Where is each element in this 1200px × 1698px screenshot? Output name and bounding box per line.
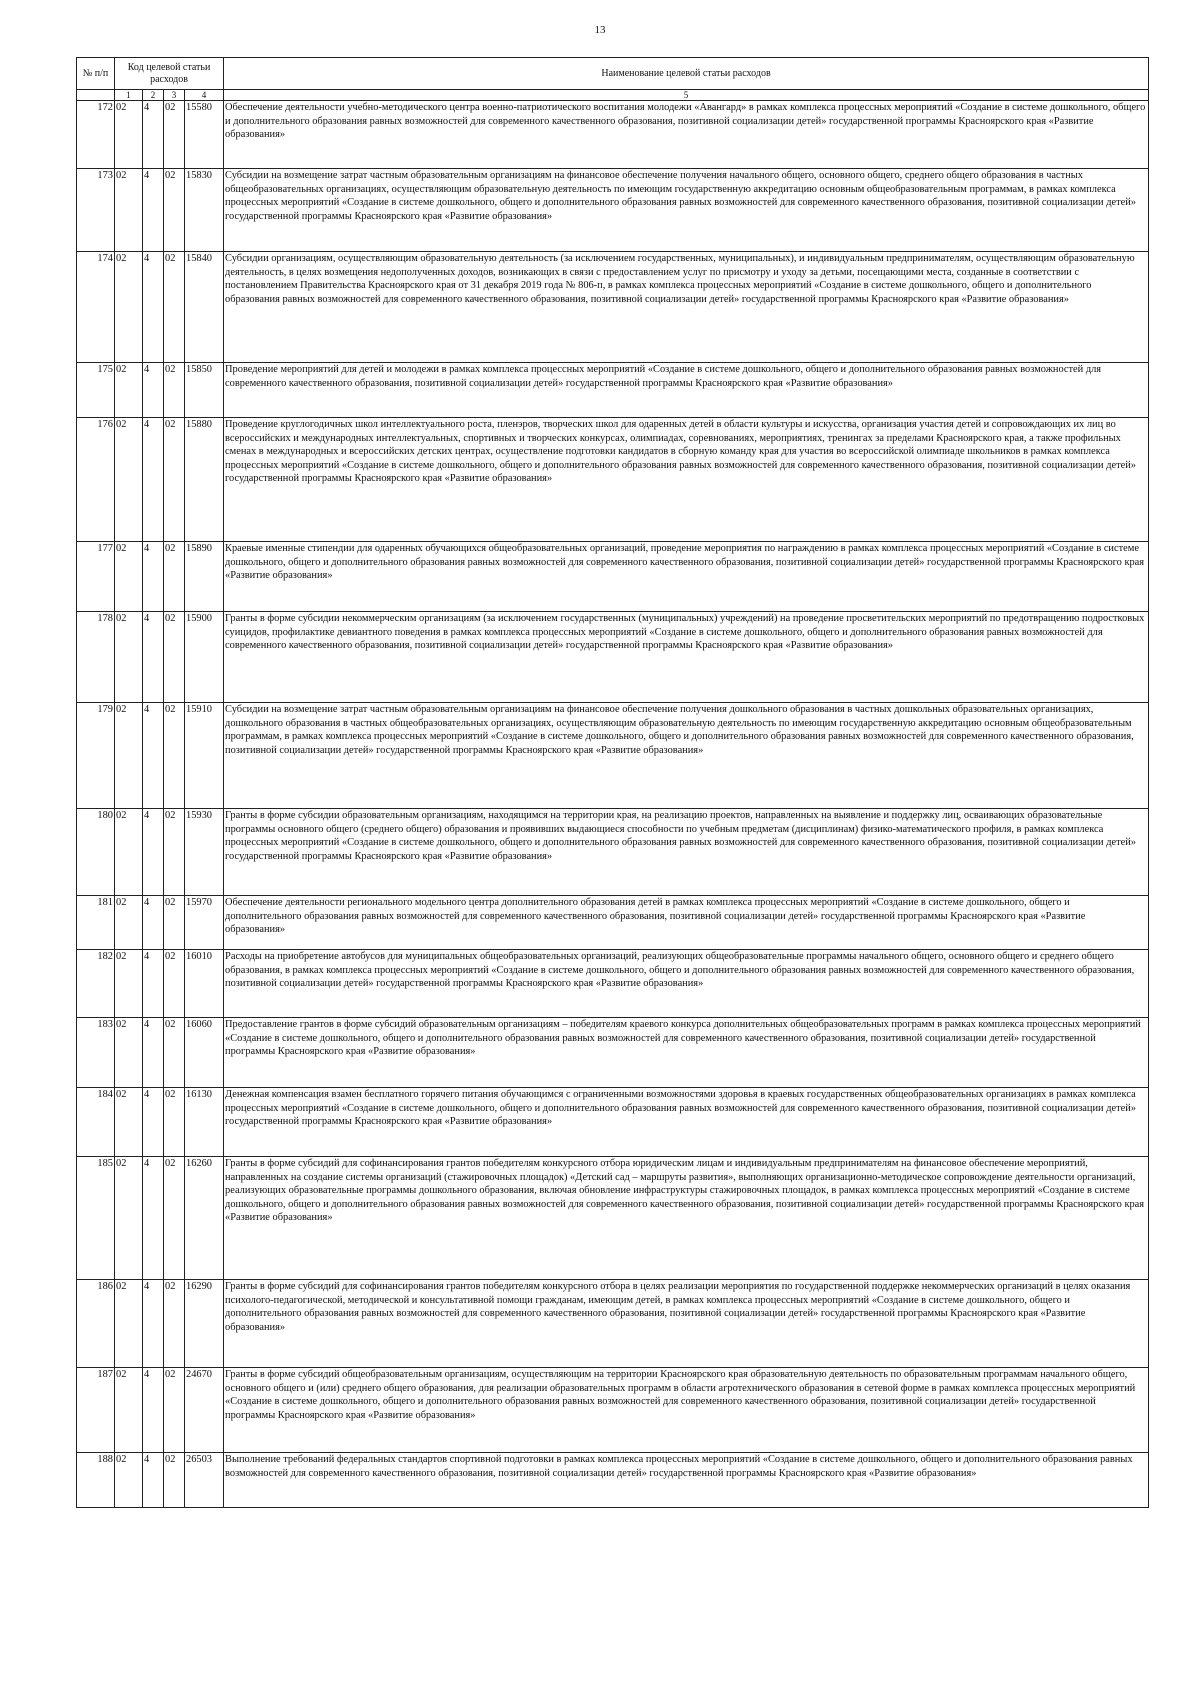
table-row	[77, 896, 1149, 950]
code-part-3: 02	[164, 950, 185, 1018]
table-row	[77, 950, 1149, 1018]
code-part-2: 4	[143, 1088, 164, 1157]
header-index: 1	[115, 90, 143, 101]
expense-name: Гранты в форме субсидий для софинансирования грантов победителям конкурсного отбора юридическим лицам и индивидуальным предпринимателям на финансовое обеспечение мероприятий, направленных на создание системы организаций (стажировочных площадок) «Детский сад – маршруты развития», выполняющих организационно-методическое сопровождение деятельности организаций, реализующих образовательные программы дошкольного образования, включая обновление инфраструктуры стажировочных площадок, в рамках комплекса процессных мероприятий «Создание в системе дошкольного, общего и дополнительного образования равных возможностей для современного качественного образования, позитивной социализации детей» государственной программы Красноярского края «Развитие образования»	[224, 1157, 1149, 1280]
code-part-1: 02	[115, 363, 143, 418]
expense-name: Гранты в форме субсидий для софинансирования грантов победителям конкурсного отбора в целях реализации мероприятия по государственной поддержке некоммерческих организаций в целях оказания психолого-педагогической, методической и консультативной помощи гражданам, имеющим детей, в рамках комплекса процессных мероприятий «Создание в системе дошкольного, общего и дополнительного образования равных возможностей для современного качественного образования, позитивной социализации детей» государственной программы Красноярского края «Развитие образования»	[224, 1280, 1149, 1368]
table-row	[77, 1157, 1149, 1280]
code-part-3: 02	[164, 1368, 185, 1453]
code-part-3: 02	[164, 363, 185, 418]
code-part-4: 15850	[185, 363, 224, 418]
code-part-4: 16010	[185, 950, 224, 1018]
row-number: 188	[77, 1453, 115, 1508]
code-part-3: 02	[164, 1453, 185, 1508]
code-part-1: 02	[115, 1280, 143, 1368]
code-part-2: 4	[143, 896, 164, 950]
code-part-2: 4	[143, 703, 164, 809]
code-part-1: 02	[115, 169, 143, 252]
code-part-1: 02	[115, 1368, 143, 1453]
code-part-4: 16260	[185, 1157, 224, 1280]
expense-name: Выполнение требований федеральных стандартов спортивной подготовки в рамках комплекса процессных мероприятий «Создание в системе дошкольного, общего и дополнительного образования равных возможностей для современного качественного образования, позитивной социализации детей» государственной программы Красноярского края «Развитие образования»	[224, 1453, 1149, 1508]
expense-name: Денежная компенсация взамен бесплатного горячего питания обучающимся с ограниченными возможностями здоровья в краевых государственных общеобразовательных организациях в рамках комплекса процессных мероприятий «Создание в системе дошкольного, общего и дополнительного образования равных возможностей для современного качественного образования, позитивной социализации детей» государственной программы Красноярского края «Развитие образования»	[224, 1088, 1149, 1157]
table-row	[77, 809, 1149, 896]
code-part-4: 15840	[185, 252, 224, 363]
code-part-3: 02	[164, 1280, 185, 1368]
target-expense-table	[76, 57, 1149, 1508]
expense-name: Субсидии организациям, осуществляющим образовательную деятельность (за исключением государственных, муниципальных), и индивидуальным предпринимателям, осуществляющим образовательную деятельность, в целях возмещения недополученных доходов, возникающих в связи с предоставлением услуг по присмотру и уходу за детьми, посещающими места, созданные в соответствии с постановлением Правительства Красноярского края от 31 декабря 2019 года № 806-п, в рамках комплекса процессных мероприятий «Создание в системе дошкольного, общего и дополнительного образования равных возможностей для современного качественного образования, позитивной социализации детей» государственной программы Красноярского края «Развитие образования»	[224, 252, 1149, 363]
expense-name: Гранты в форме субсидии образовательным организациям, находящимся на территории края, на реализацию проектов, направленных на выявление и поддержку лиц, осваивающих образовательные программы основного общего (среднего общего) образования и проявивших выдающиеся способности по учебным предметам (дисциплинам) физико-математического профиля, в рамках комплекса процессных мероприятий «Создание в системе дошкольного, общего и дополнительного образования равных возможностей для современного качественного образования, позитивной социализации детей» государственной программы Красноярского края «Развитие образования»	[224, 809, 1149, 896]
code-part-4: 15910	[185, 703, 224, 809]
code-part-2: 4	[143, 1280, 164, 1368]
row-number: 176	[77, 418, 115, 542]
header-expense-code: Код целевой статьи расходов	[115, 58, 224, 90]
code-part-2: 4	[143, 169, 164, 252]
table-row	[77, 542, 1149, 612]
expense-name: Краевые именные стипендии для одаренных обучающихся общеобразовательных организаций, проведение мероприятия по награждению в рамках комплекса процессных мероприятий «Создание в системе дошкольного, общего и дополнительного образования равных возможностей для современного качественного образования, позитивной социализации детей» государственной программы Красноярского края «Развитие образования»	[224, 542, 1149, 612]
code-part-4: 15930	[185, 809, 224, 896]
code-part-4: 16060	[185, 1018, 224, 1088]
table-row	[77, 612, 1149, 703]
expense-name: Обеспечение деятельности учебно-методического центра военно-патриотического воспитания молодежи «Авангард» в рамках комплекса процессных мероприятий «Создание в системе дошкольного, общего и дополнительного образования равных возможностей для современного качественного образования, позитивной социализации детей» государственной программы Красноярского края «Развитие образования»	[224, 101, 1149, 169]
code-part-4: 15880	[185, 418, 224, 542]
code-part-2: 4	[143, 542, 164, 612]
code-part-3: 02	[164, 1157, 185, 1280]
code-part-2: 4	[143, 950, 164, 1018]
row-number: 185	[77, 1157, 115, 1280]
code-part-2: 4	[143, 363, 164, 418]
code-part-2: 4	[143, 252, 164, 363]
header-index: 2	[143, 90, 164, 101]
row-number: 175	[77, 363, 115, 418]
code-part-2: 4	[143, 612, 164, 703]
header-row-number: № п/п	[77, 58, 115, 90]
row-number: 173	[77, 169, 115, 252]
code-part-3: 02	[164, 809, 185, 896]
table-row	[77, 1453, 1149, 1508]
row-number: 187	[77, 1368, 115, 1453]
code-part-4: 24670	[185, 1368, 224, 1453]
header-index: 3	[164, 90, 185, 101]
code-part-4: 16130	[185, 1088, 224, 1157]
page-number: 13	[594, 24, 606, 36]
code-part-1: 02	[115, 809, 143, 896]
table-row	[77, 1280, 1149, 1368]
code-part-1: 02	[115, 1088, 143, 1157]
code-part-2: 4	[143, 1157, 164, 1280]
code-part-3: 02	[164, 169, 185, 252]
table-row	[77, 1018, 1149, 1088]
code-part-1: 02	[115, 1018, 143, 1088]
row-number: 178	[77, 612, 115, 703]
code-part-1: 02	[115, 418, 143, 542]
row-number: 172	[77, 101, 115, 169]
row-number: 183	[77, 1018, 115, 1088]
expense-name: Расходы на приобретение автобусов для муниципальных общеобразовательных организаций, реализующих общеобразовательные программы начального общего, основного общего и среднего общего образования, в рамках комплекса процессных мероприятий «Создание в системе дошкольного, общего и дополнительного образования равных возможностей для современного качественного образования, позитивной социализации детей» государственной программы Красноярского края «Развитие образования»	[224, 950, 1149, 1018]
code-part-4: 15890	[185, 542, 224, 612]
code-part-3: 02	[164, 101, 185, 169]
code-part-4: 15830	[185, 169, 224, 252]
code-part-3: 02	[164, 703, 185, 809]
code-part-1: 02	[115, 252, 143, 363]
code-part-1: 02	[115, 101, 143, 169]
row-number: 181	[77, 896, 115, 950]
code-part-4: 15900	[185, 612, 224, 703]
header-index: 5	[224, 90, 1149, 101]
code-part-1: 02	[115, 896, 143, 950]
row-number: 180	[77, 809, 115, 896]
code-part-3: 02	[164, 418, 185, 542]
row-number: 177	[77, 542, 115, 612]
code-part-3: 02	[164, 896, 185, 950]
header-index	[77, 90, 115, 101]
header-expense-name: Наименование целевой статьи расходов	[224, 58, 1149, 90]
row-number: 174	[77, 252, 115, 363]
expense-name: Проведение круглогодичных школ интеллектуального роста, пленэров, творческих школ для одаренных детей в области культуры и искусства, организация участия детей и сопровождающих их лиц во всероссийских и международных интеллектуальных, спортивных и творческих конкурсах, олимпиадах, соревнованиях, мероприятиях, тренингах за пределами Красноярского края, а также профильных сменах в международных и всероссийских детских центрах, осуществление подготовки кандидатов в сборную команду края для участия во всероссийской олимпиаде школьников в рамках комплекса процессных мероприятий «Создание в системе дошкольного, общего и дополнительного образования равных возможностей для современного качественного образования, позитивной социализации детей» государственной программы Красноярского края «Развитие образования»	[224, 418, 1149, 542]
code-part-4: 16290	[185, 1280, 224, 1368]
expense-name: Проведение мероприятий для детей и молодежи в рамках комплекса процессных мероприятий «Создание в системе дошкольного, общего и дополнительного образования равных возможностей для современного качественного образования, позитивной социализации детей» государственной программы Красноярского края «Развитие образования»	[224, 363, 1149, 418]
code-part-3: 02	[164, 1088, 185, 1157]
code-part-2: 4	[143, 1453, 164, 1508]
row-number: 186	[77, 1280, 115, 1368]
row-number: 184	[77, 1088, 115, 1157]
table-row	[77, 252, 1149, 363]
table-row	[77, 169, 1149, 252]
table-row	[77, 1368, 1149, 1453]
code-part-2: 4	[143, 1368, 164, 1453]
row-number: 182	[77, 950, 115, 1018]
code-part-3: 02	[164, 612, 185, 703]
expense-name: Обеспечение деятельности регионального модельного центра дополнительного образования детей в рамках комплекса процессных мероприятий «Создание в системе дошкольного, общего и дополнительного образования равных возможностей для современного качественного образования, позитивной социализации детей» государственной программы Красноярского края «Развитие образования»	[224, 896, 1149, 950]
code-part-1: 02	[115, 542, 143, 612]
code-part-1: 02	[115, 612, 143, 703]
code-part-2: 4	[143, 101, 164, 169]
header-index: 4	[185, 90, 224, 101]
table-row	[77, 101, 1149, 169]
code-part-4: 15580	[185, 101, 224, 169]
code-part-1: 02	[115, 1157, 143, 1280]
code-part-3: 02	[164, 1018, 185, 1088]
expense-name: Гранты в форме субсидий общеобразовательным организациям, осуществляющим на территории Красноярского края образовательную деятельность по образовательным программам начального общего, основного общего и (или) среднего общего образования, для реализации образовательных программ в области агротехнического образования в сетевой форме в рамках комплекса процессных мероприятий «Создание в системе дошкольного, общего и дополнительного образования равных возможностей для современного качественного образования, позитивной социализации детей» государственной программы Красноярского края «Развитие образования»	[224, 1368, 1149, 1453]
table-row	[77, 1088, 1149, 1157]
code-part-3: 02	[164, 252, 185, 363]
table-row	[77, 418, 1149, 542]
code-part-2: 4	[143, 418, 164, 542]
code-part-1: 02	[115, 950, 143, 1018]
code-part-3: 02	[164, 542, 185, 612]
expense-name: Субсидии на возмещение затрат частным образовательным организациям на финансовое обеспечение получения начального общего, основного общего, среднего общего образования в частных общеобразовательных организациях, осуществляющим образовательную деятельность по имеющим государственную аккредитацию основным общеобразовательным программам, в рамках комплекса процессных мероприятий «Создание в системе дошкольного, общего и дополнительного образования равных возможностей для современного качественного образования, позитивной социализации детей» государственной программы Красноярского края «Развитие образования»	[224, 169, 1149, 252]
code-part-4: 26503	[185, 1453, 224, 1508]
expense-name: Гранты в форме субсидии некоммерческим организациям (за исключением государственных (муниципальных) учреждений) на проведение просветительских мероприятий по предотвращению подростковых суицидов, профилактике девиантного поведения в рамках комплекса процессных мероприятий «Создание в системе дошкольного, общего и дополнительного образования равных возможностей для современного качественного образования, позитивной социализации детей» государственной программы Красноярского края «Развитие образования»	[224, 612, 1149, 703]
code-part-2: 4	[143, 809, 164, 896]
table-row	[77, 703, 1149, 809]
code-part-4: 15970	[185, 896, 224, 950]
expense-name: Субсидии на возмещение затрат частным образовательным организациям на финансовое обеспечение получения дошкольного образования в частных дошкольных образовательных организациях, дошкольного образования в частных общеобразовательных организациях, осуществляющим образовательную деятельность по имеющим государственную аккредитацию основным общеобразовательным программам, в рамках комплекса процессных мероприятий «Создание в системе дошкольного, общего и дополнительного образования равных возможностей для современного качественного образования, позитивной социализации детей» государственной программы Красноярского края «Развитие образования»	[224, 703, 1149, 809]
row-number: 179	[77, 703, 115, 809]
code-part-1: 02	[115, 1453, 143, 1508]
code-part-1: 02	[115, 703, 143, 809]
expense-name: Предоставление грантов в форме субсидий образовательным организациям – победителям краевого конкурса дополнительных общеобразовательных программ в рамках комплекса процессных мероприятий «Создание в системе дошкольного, общего и дополнительного образования равных возможностей для современного качественного образования, позитивной социализации детей» государственной программы Красноярского края «Развитие образования»	[224, 1018, 1149, 1088]
table-row	[77, 363, 1149, 418]
code-part-2: 4	[143, 1018, 164, 1088]
